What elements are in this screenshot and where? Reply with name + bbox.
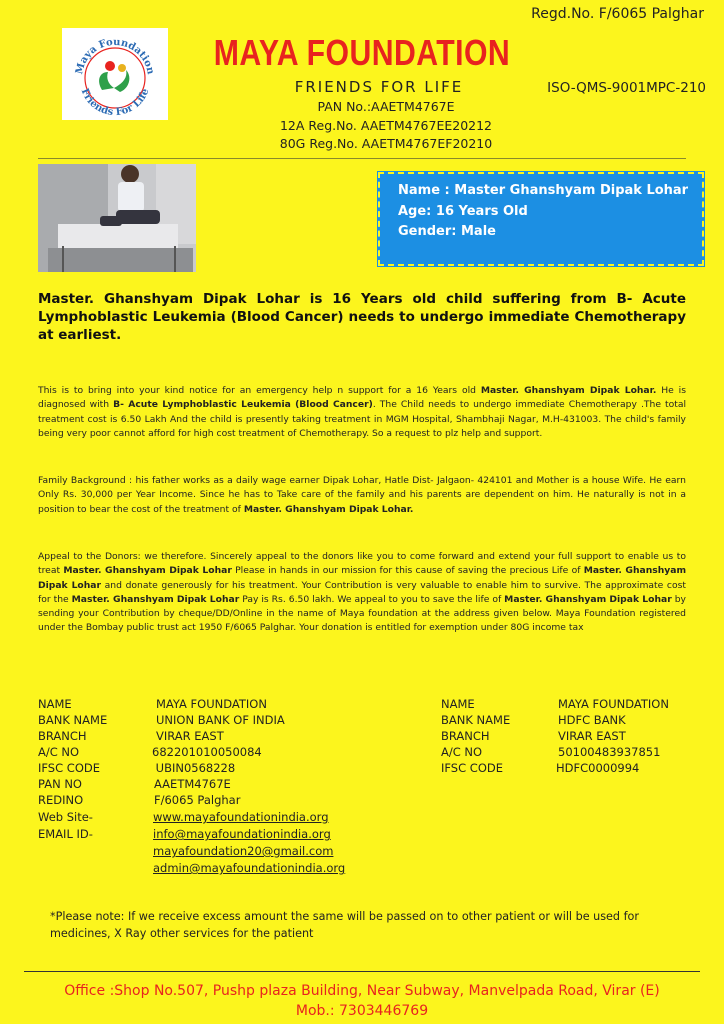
diagnosis-bold: B- Acute Lymphoblastic Leukemia (Blood Cancer) bbox=[113, 399, 373, 411]
bank-value: HDFC0000994 bbox=[556, 761, 640, 775]
iso-certification: ISO-QMS-9001MPC-210 bbox=[547, 80, 706, 96]
registration-number: Regd.No. F/6065 Palghar bbox=[531, 6, 704, 22]
text: . The Child needs to undergo immediate Chemotherapy .The total treatment cost is 6.50 Lakh And the child is presently taking treatment in MGM Hospital, Shambhaji Nagar, M.H-431003. The child's family being very poor cannot afford for high cost treatment of Chemotherapy. So a request to plz help and support. bbox=[38, 399, 686, 439]
patient-name: Name : Master Ghanshyam Dipak Lohar bbox=[398, 183, 689, 198]
bank-value: AAETM4767E bbox=[154, 777, 231, 791]
patient-name-bold: Master. Ghanshyam Dipak Lohar. bbox=[480, 385, 657, 396]
organization-name: MAYA FOUNDATION bbox=[213, 32, 511, 73]
text: and donate generously for his treatment. Your Contribution is very valuable to enable him to survive. The approximate cost for the bbox=[38, 579, 686, 605]
patient-info-card bbox=[378, 172, 704, 266]
patient-name-bold: Master. Ghanshyam Dipak Lohar bbox=[38, 565, 687, 591]
bank-value: VIRAR EAST bbox=[156, 729, 224, 743]
bank-label: BRANCH bbox=[441, 729, 490, 743]
reg-12a: 12A Reg.No. AAETM4767EE20212 bbox=[279, 118, 493, 133]
mobile-number: Mob.: 7303446769 bbox=[295, 1003, 429, 1019]
bank-label: NAME bbox=[441, 697, 475, 711]
patient-name-bold: Master. Ghanshyam Dipak Lohar bbox=[504, 593, 672, 605]
text: This is to bring into your kind notice for an emergency help n support for a 16 Years old bbox=[38, 385, 481, 396]
office-address: Office :Shop No.507, Pushp plaza Building, Near Subway, Manvelpada Road, Virar (E) bbox=[64, 983, 660, 999]
bank-value: VIRAR EAST bbox=[558, 729, 626, 743]
bank-label: A/C NO bbox=[441, 745, 483, 759]
text: Pay is Rs. 6.50 lakh. We appeal to you to save the life of bbox=[239, 593, 505, 605]
text: Family Background : his father works as a daily wage earner Dipak Lohar, Hatle Dist- Jalgaon- 424101 and Mother is a house Wife. He earn Only Rs. 30,000 per Year Income. Since he has to Take care of the family and his parents are dependent on him. He naturally is not in a position to bear the cost of the treatment of bbox=[38, 475, 686, 515]
text: by sending your Contribution by cheque/DD/Online in the name of Maya foundation at the address given below. Maya Foundation registered under the Bombay public trust act 1950 F/6065 Palghar. Your donation is entitled for exemption under 80G income tax bbox=[38, 593, 686, 634]
patient-gender: Gender: Male bbox=[398, 224, 496, 239]
bank-label: BRANCH bbox=[38, 729, 87, 743]
family-background-paragraph bbox=[38, 474, 686, 517]
patient-name-bold: Master. Ghanshyam Dipak Lohar bbox=[71, 593, 240, 605]
patient-photo-image bbox=[38, 164, 196, 272]
patient-name-bold: Master. Ghanshyam Dipak Lohar. bbox=[243, 503, 414, 515]
bank-label: IFSC CODE bbox=[441, 761, 503, 775]
patient-photo bbox=[38, 164, 196, 272]
bank-value: UBIN0568228 bbox=[152, 761, 236, 775]
bank-value: UNION BANK OF INDIA bbox=[156, 713, 285, 727]
logo-text-top: Maya Foundation bbox=[73, 36, 156, 76]
bank-label: PAN NO bbox=[38, 777, 82, 791]
text: Appeal to the Donors: we therefore. Sincerely appeal to the donors like you to come forward and extend your full support to enable us to treat bbox=[38, 551, 686, 577]
bank-label: NAME bbox=[38, 697, 72, 711]
email-link[interactable]: info@mayafoundationindia.org bbox=[153, 827, 331, 841]
header-divider bbox=[38, 158, 686, 159]
text: Please in hands in our mission for this cause of saving the precious Life of bbox=[231, 565, 584, 577]
bank-value: MAYA FOUNDATION bbox=[156, 697, 267, 711]
bank-label: IFSC CODE bbox=[38, 761, 100, 775]
email-link[interactable]: admin@mayafoundationindia.org bbox=[153, 861, 346, 875]
bank-value: HDFC BANK bbox=[558, 713, 626, 727]
bank-label: EMAIL ID- bbox=[38, 827, 93, 841]
email-link[interactable]: mayafoundation20@gmail.com bbox=[153, 844, 334, 858]
excess-amount-note: *Please note: If we receive excess amount the same will be passed on to other patient or will be used for medicines, X Ray other services for the patient bbox=[50, 910, 639, 940]
website-link[interactable]: www.mayafoundationindia.org bbox=[153, 810, 329, 824]
patient-age: Age: 16 Years Old bbox=[398, 204, 528, 219]
intro-paragraph bbox=[38, 384, 686, 441]
bank-details-hdfc bbox=[441, 697, 701, 777]
footer-divider bbox=[24, 971, 700, 972]
bank-value: 50100483937851 bbox=[558, 745, 661, 759]
tagline: FRIENDS FOR LIFE bbox=[294, 78, 464, 96]
text: He is diagnosed with bbox=[38, 385, 686, 411]
reg-80g: 80G Reg.No. AAETM4767EF20210 bbox=[279, 136, 493, 151]
bank-value: MAYA FOUNDATION bbox=[558, 697, 669, 711]
patient-name-bold: Master. Ghanshyam Dipak Lohar bbox=[63, 565, 232, 577]
bank-label: REDINO bbox=[38, 793, 84, 807]
donor-appeal-paragraph bbox=[38, 550, 686, 636]
pan-number: PAN No.:AAETM4767E bbox=[317, 99, 455, 114]
bank-details-union bbox=[38, 697, 398, 877]
bank-value: 682201010050084 bbox=[152, 745, 262, 759]
logo-text-bottom: Friends For Life bbox=[78, 87, 152, 119]
bank-label: BANK NAME bbox=[38, 713, 108, 727]
bank-value: F/6065 Palghar bbox=[154, 793, 241, 807]
appeal-headline: Master. Ghanshyam Dipak Lohar is 16 Years old child suffering from B- Acute Lymphoblastic Leukemia (Blood Cancer) needs to undergo immediate Chemotherapy at earliest. bbox=[38, 291, 686, 343]
bank-label: Web Site- bbox=[38, 810, 93, 824]
bank-label: A/C NO bbox=[38, 745, 80, 759]
bank-label: BANK NAME bbox=[441, 713, 511, 727]
